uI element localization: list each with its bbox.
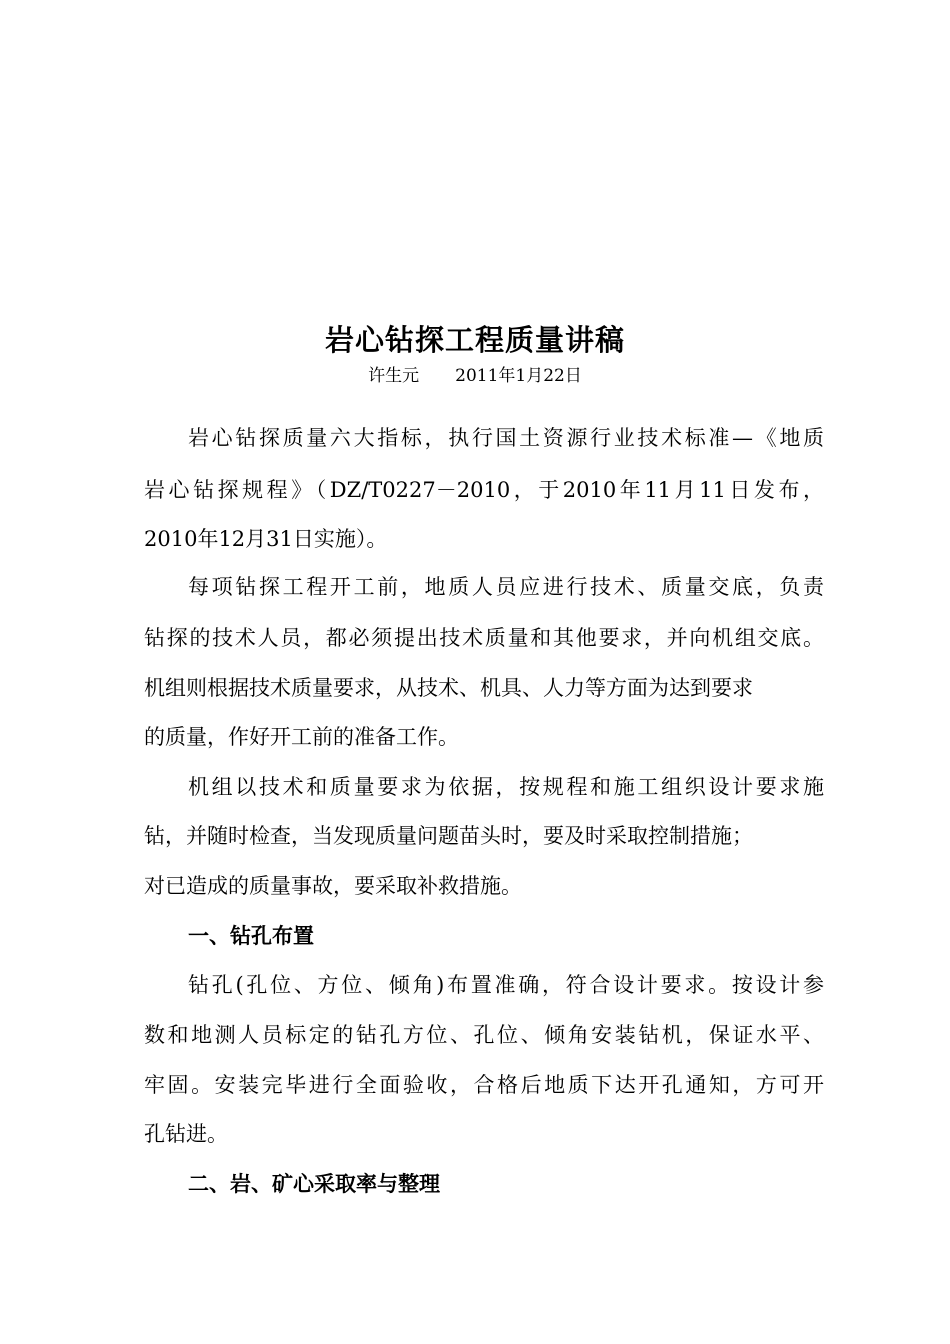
paragraph-2-line-2: 钻探的技术人员，都必须提出技术质量和其他要求，并向机组交底。: [144, 626, 824, 650]
author-name: 许生元: [368, 366, 420, 386]
paragraph-3-line-2: 钻，并随时检查，当发现质量问题苗头时，要及时采取控制措施；: [144, 824, 753, 848]
section-1-line-2: 数和地测人员标定的钻孔方位、孔位、倾角安装钻机，保证水平、: [144, 1023, 824, 1047]
paragraph-1-line-1: 岩心钻探质量六大指标，执行国土资源行业技术标准—《地质: [188, 426, 824, 450]
section-heading-2: 二、岩、矿心采取率与整理: [188, 1171, 440, 1196]
section-1-line-4: 孔钻进。: [144, 1122, 228, 1146]
paragraph-2-line-4: 的质量，作好开工前的准备工作。: [144, 725, 459, 749]
paragraph-3-line-3: 对已造成的质量事故，要采取补救措施。: [144, 874, 522, 898]
paragraph-1-line-2: 岩心钻探规程》（DZ/T0227－2010，于2010年11月11日发布，: [144, 478, 824, 502]
paragraph-1-line-3: 2010年12月31日实施）。: [144, 527, 388, 551]
section-1-line-3: 牢固。安装完毕进行全面验收，合格后地质下达开孔通知，方可开: [144, 1073, 824, 1097]
publish-date: 2011年1月22日: [455, 366, 582, 386]
document-title: 岩心钻探工程质量讲稿: [324, 323, 625, 357]
section-1-line-1: 钻孔(孔位、方位、倾角)布置准确，符合设计要求。按设计参: [188, 973, 824, 997]
paragraph-3-line-1: 机组以技术和质量要求为依据，按规程和施工组织设计要求施: [188, 775, 824, 799]
paragraph-2-line-3: 机组则根据技术质量要求，从技术、机具、人力等方面为达到要求: [144, 676, 753, 700]
paragraph-2-line-1: 每项钻探工程开工前，地质人员应进行技术、质量交底，负责: [188, 575, 824, 599]
byline: [0, 362, 950, 390]
section-heading-1: 一、钻孔布置: [188, 923, 314, 948]
